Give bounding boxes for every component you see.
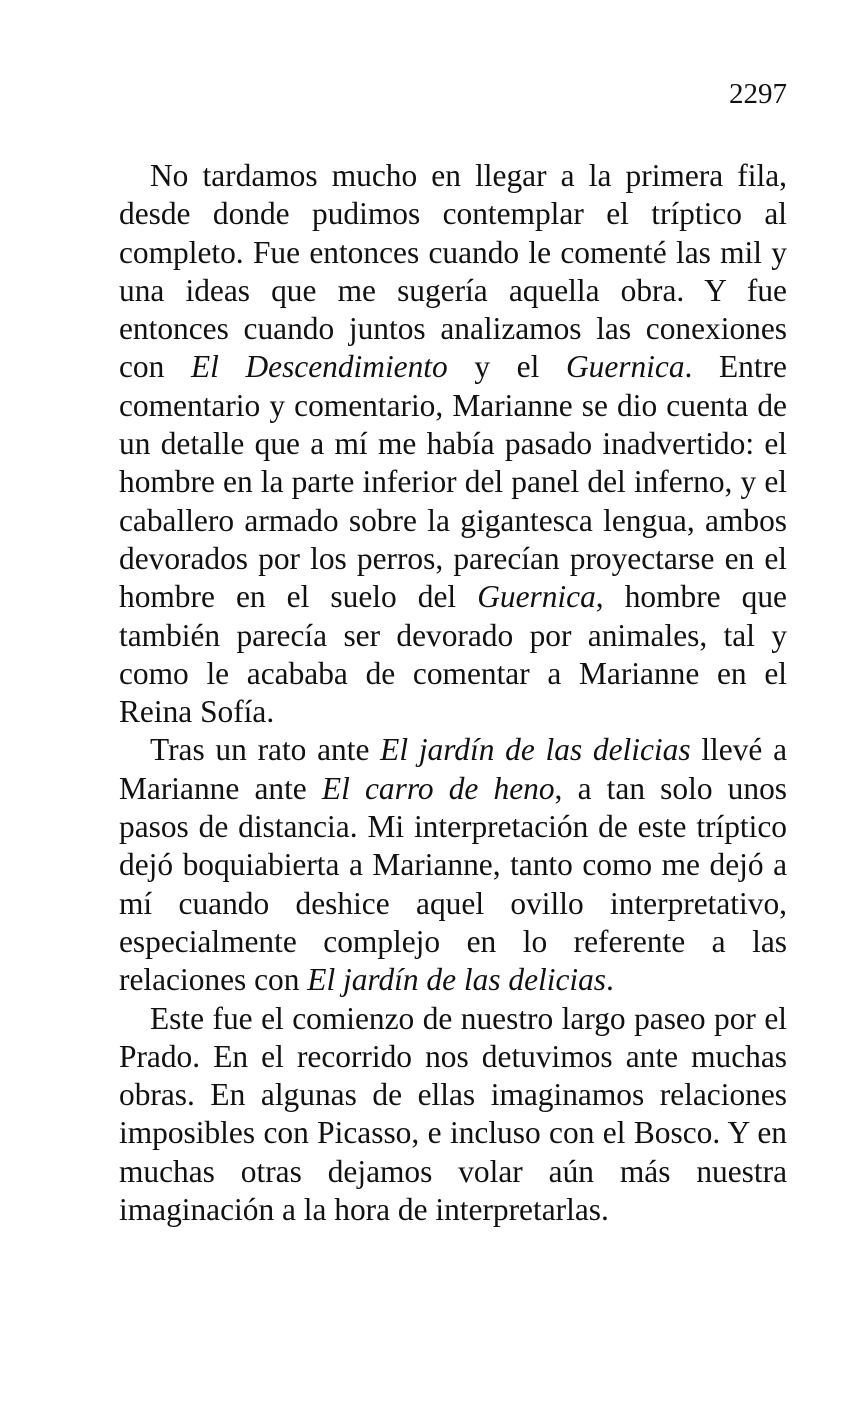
italic-title: El jardín de las delicias [380, 732, 691, 768]
text-segment: y el [447, 349, 566, 385]
italic-title: Guernica [477, 579, 596, 615]
text-segment: , a tan solo unos pasos de distancia. Mi interpretación de este tríptico dejó boquiabierta a Marianne, tanto como me dejó a mí cuando deshice aquel ovillo interpretativo, especialmente complejo en lo referente a las relaciones con [119, 770, 787, 998]
text-segment: . Entre comentario y comentario, Marianne se dio cuenta de un detalle que a mí me había pasado inadvertido: el hombre en la parte inferior del panel del inferno, y el caballero armado sobre la gigantesca lengua, ambos devorados por los perros, parecían proyectarse en el hombre en el suelo del [119, 349, 787, 615]
text-segment: Tras un rato ante [150, 732, 381, 768]
text-segment: Este fue el comienzo de nuestro largo paseo por el Prado. En el recorrido nos detuvimos ante muchas obras. En algunas de ellas imaginamos relaciones imposibles con Picasso, e incluso con el Bosco. Y en muchas otras dejamos volar aún más nuestra imaginación a la hora de interpretarlas. [119, 1000, 787, 1228]
body-text [119, 157, 787, 1229]
text-segment: , hombre que también parecía ser devorado por animales, tal y como le acababa de comentar a Marianne en el Reina Sofía. [119, 579, 787, 730]
text-segment: . [606, 962, 614, 998]
paragraph-1 [119, 157, 787, 731]
page-number: 2297 [729, 78, 787, 110]
italic-title: El carro de heno [321, 770, 555, 806]
paragraph-2 [119, 731, 787, 999]
paragraph-3 [119, 1000, 787, 1230]
italic-title: El Descendimiento [190, 349, 448, 385]
text-segment: No tardamos mucho en llegar a la primera fila, desde donde pudimos contemplar el tríptico al completo. Fue entonces cuando le comenté las mil y una ideas que me sugería aquella obra. Y fue entonces cuando juntos analizamos las conexiones con [119, 158, 787, 385]
italic-title: El jardín de las delicias [307, 962, 607, 998]
text-segment: llevé a Marianne ante [119, 732, 788, 806]
italic-title: Guernica [565, 349, 685, 385]
